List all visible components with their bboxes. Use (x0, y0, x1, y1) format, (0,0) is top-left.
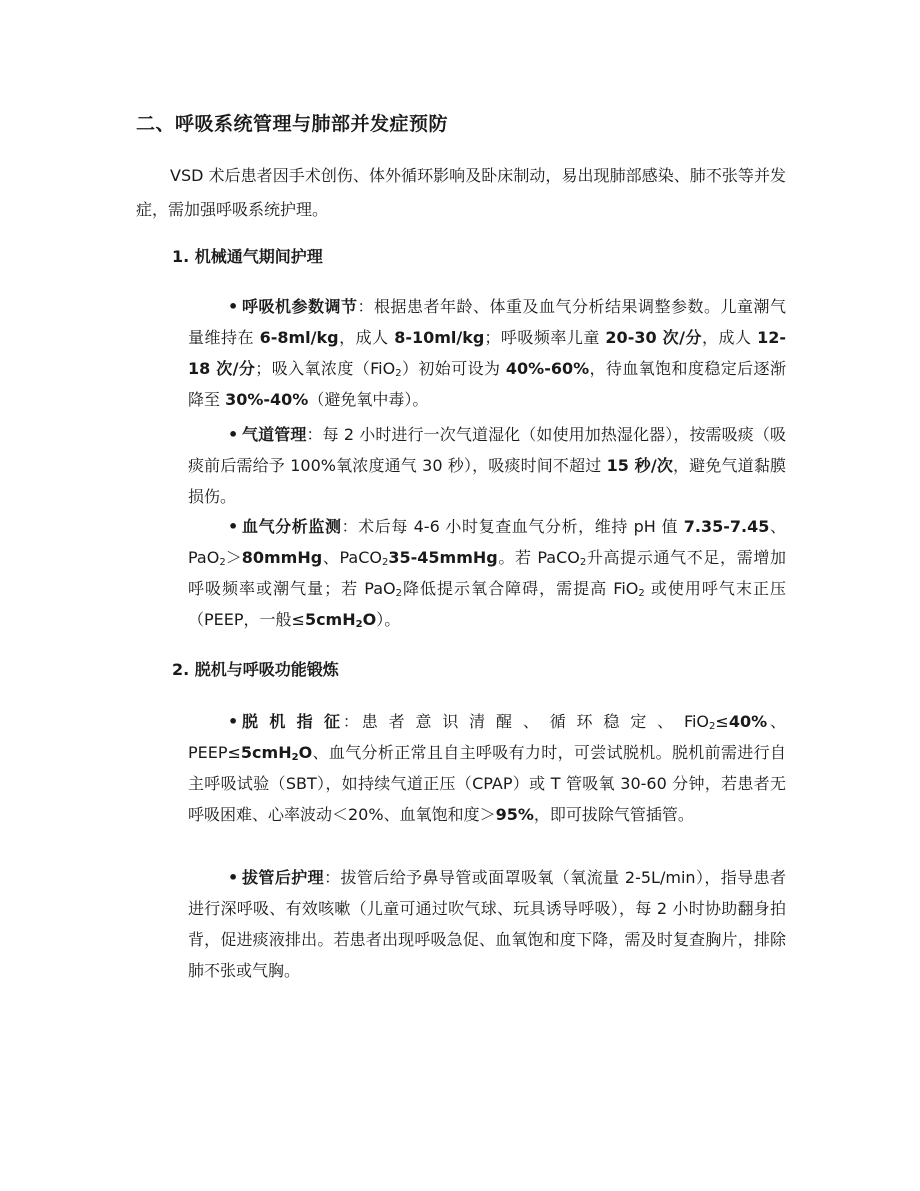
bullet-dot: • (228, 517, 239, 536)
subsection-title-1: 1. 机械通气期间护理 (172, 247, 323, 266)
bullet-dot: • (228, 425, 239, 444)
list-item: • 脱 机 指 征：患 者 意 识 清 醒 、 循 环 稳 定 、 FiO$_2$≤40%、PEEP≤5cmH$_2$O、血气分析正常且自主呼吸有力时，可尝试脱机。脱机前需进行自主呼吸试验（SBT），如持续气道正压（CPAP）或 T 管吸氧 30-60 分钟，若患者无呼吸困难、心率波动＜20%、血氧饱和度＞95%，即可拔除气管插管。 (188, 706, 786, 830)
subsection-title-2: 2. 脱机与呼吸功能锻炼 (172, 660, 339, 679)
bullet-dot: • (228, 297, 239, 316)
list-item: • 拔管后护理：拔管后给予鼻导管或面罩吸氧（氧流量 2-5L/min），指导患者进行深呼吸、有效咳嗽（儿童可通过吹气球、玩具诱导呼吸），每 2 小时协助翻身拍背，促进痰液排出。若患者出现呼吸急促、血氧饱和度下降，需及时复查胸片，排除肺不张或气胸。 (188, 862, 786, 986)
bullet-dot: • (228, 712, 239, 731)
list-item: • 呼吸机参数调节：根据患者年龄、体重及血气分析结果调整参数。儿童潮气量维持在 6-8ml/kg，成人 8-10ml/kg；呼吸频率儿童 20-30 次/分，成人 12-18 次/分；吸入氧浓度（FiO$_2$）初始可设为 40%-60%，待血氧饱和度稳定后逐渐降至 30%-40%（避免氧中毒）。 (188, 291, 786, 415)
bullet-dot: • (228, 868, 239, 887)
section-title: 二、呼吸系统管理与肺部并发症预防 (136, 113, 449, 135)
list-item: • 气道管理：每 2 小时进行一次气道湿化（如使用加热湿化器），按需吸痰（吸痰前后需给予 100%氧浓度通气 30 秒），吸痰时间不超过 15 秒/次，避免气道黏膜损伤。 (188, 419, 786, 512)
intro-paragraph: VSD 术后患者因手术创伤、体外循环影响及卧床制动，易出现肺部感染、肺不张等并发症，需加强呼吸系统护理。 (136, 166, 786, 219)
list-item: • 血气分析监测：术后每 4-6 小时复查血气分析，维持 pH 值 7.35-7.45、PaO$_2$＞80mmHg、PaCO$_2$35-45mmHg。若 PaCO$_2$升高提示通气不足，需增加呼吸频率或潮气量；若 PaO$_2$降低提示氧合障碍，需提高 FiO$_2$ 或使用呼气末正压（PEEP，一般≤5cmH$_2$O）。 (188, 511, 786, 635)
